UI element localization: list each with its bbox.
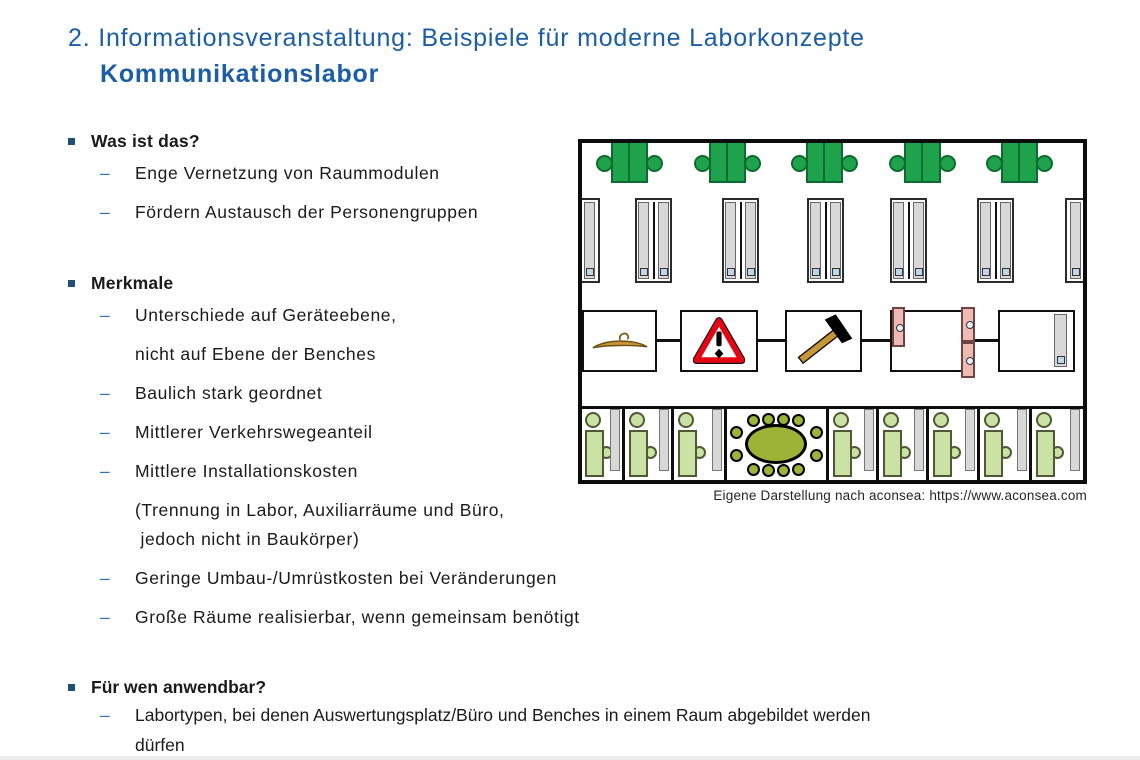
door-knob-icon [966,357,974,365]
section-heading-text: Merkmale [91,272,174,293]
meeting-table-icon [745,424,807,464]
dash-bullet-icon: – [100,202,111,222]
bench-divider [995,202,997,279]
aux-room-coat-hanger [582,310,657,372]
office-screen-partition [914,409,924,471]
meeting-chair-icon [747,463,760,476]
bench-column [745,202,756,279]
bench-column [980,202,991,279]
socket-icon [895,268,903,276]
meeting-chair-icon [810,426,823,439]
office-partition-wall [1029,409,1032,480]
bench-column [1000,202,1011,279]
table-chair-icon [744,155,761,172]
socket-icon [982,268,990,276]
office-partition-wall [671,409,674,480]
meeting-chair-icon [792,414,805,427]
bullet-item-text: jedoch nicht in Baukörper) [135,529,360,549]
office-chair-icon [585,412,601,428]
socket-icon [1002,268,1010,276]
bullet-item-text: (Trennung in Labor, Auxiliarräume und Büro, [135,500,505,520]
socket-icon [915,268,923,276]
dash-bullet-icon: – [100,422,111,442]
bench-divider [825,202,827,279]
dash-bullet-icon: – [100,305,111,325]
single-bench [1065,198,1083,283]
aux-room-warning-triangle [680,310,758,372]
socket-icon [640,268,648,276]
section-heading [68,128,478,154]
bullet-item-line [68,413,580,452]
bullet-item-line [68,154,478,193]
single-bench [582,198,600,283]
office-desk-icon [678,430,697,477]
door-element-icon [961,342,975,378]
office-chair-icon [678,412,694,428]
table-divider [726,143,728,183]
office-desk-icon [629,430,648,477]
section-heading [68,270,580,296]
bullet-item-text: Enge Vernetzung von Raummodulen [135,163,440,183]
bench-column [638,202,649,279]
bullet-item-line [68,335,580,374]
bullet-item-text: Große Räume realisierbar, wenn gemeinsam benötigt [135,607,580,627]
office-chair-icon [1036,412,1052,428]
bullet-item-text: nicht auf Ebene der Benches [135,344,376,364]
bullet-item-line [68,559,580,598]
meeting-chair-icon [777,413,790,426]
socket-icon [812,268,820,276]
double-bench [977,198,1014,283]
office-chair-icon [883,412,899,428]
office-partition-wall [926,409,929,480]
office-partition-wall [876,409,879,480]
socket-icon [747,268,755,276]
table-divider [628,143,630,183]
meeting-chair-icon [762,464,775,477]
socket-icon [727,268,735,276]
section-heading [68,674,871,700]
bench-divider [740,202,742,279]
bench-column [725,202,736,279]
coat-hanger-icon [591,324,649,358]
table-chair-icon [1036,155,1053,172]
office-screen-partition [1017,409,1027,471]
office-screen-partition [610,409,620,471]
office-screen-partition [965,409,975,471]
office-desk-icon [833,430,852,477]
bullet-item-line [68,520,580,559]
office-row-wall [582,406,1083,409]
bench-column [584,202,595,279]
socket-icon [832,268,840,276]
office-partition-wall [826,409,829,480]
meeting-chair-icon [792,463,805,476]
section-heading-text: Was ist das? [91,130,200,151]
bench-divider [908,202,910,279]
room-connector-line [657,339,680,342]
office-bench-column [1054,314,1067,367]
dash-bullet-icon: – [100,704,110,725]
door-element-icon [961,307,975,342]
table-divider [921,143,923,183]
office-screen-partition [1070,409,1080,471]
dash-bullet-icon: – [100,568,111,588]
table-chair-icon [646,155,663,172]
table-divider [1018,143,1020,183]
bullet-item-line [68,296,580,335]
diagram-caption: Eigene Darstellung nach aconsea: https://www.aconsea.com [713,488,1087,503]
door-knob-icon [966,321,974,329]
office-desk-icon [984,430,1003,477]
double-bench [890,198,927,283]
office-desk-icon [1036,430,1055,477]
socket-icon [1072,268,1080,276]
socket-icon [1057,356,1065,364]
square-bullet-icon [68,684,75,691]
bullet-item-line [68,193,478,232]
dash-bullet-icon: – [100,607,111,627]
bullet-item-line [68,700,871,730]
slide-bottom-edge [0,756,1140,760]
slide-subtitle: Kommunikationslabor [100,60,380,88]
bullet-item-line [68,374,580,413]
bullet-item-line [68,598,580,637]
lab-layout-diagram [578,139,1087,484]
meeting-chair-icon [730,426,743,439]
square-bullet-icon [68,138,75,145]
square-bullet-icon [68,280,75,287]
door-element-icon [892,307,905,347]
office-chair-icon [984,412,1000,428]
double-bench [722,198,759,283]
office-desk-icon [883,430,902,477]
section-2 [68,270,580,637]
bench-divider [653,202,655,279]
bench-column [658,202,669,279]
office-desk-icon [585,430,604,477]
office-chair-icon [629,412,645,428]
bench-column [1070,202,1081,279]
warning-triangle-icon [693,317,745,365]
meeting-chair-icon [762,413,775,426]
office-chair-icon [933,412,949,428]
office-desk-icon [933,430,952,477]
table-chair-icon [939,155,956,172]
dash-bullet-icon: – [100,163,111,183]
meeting-chair-icon [747,414,760,427]
room-connector-line [758,339,785,342]
section-heading-text: Für wen anwendbar? [91,676,267,697]
bench-column [913,202,924,279]
office-partition-wall [622,409,625,480]
bullet-item-text: Mittlerer Verkehrswegeanteil [135,422,373,442]
office-screen-partition [864,409,874,471]
socket-icon [586,268,594,276]
section-1 [68,128,478,232]
bench-column [810,202,821,279]
door-knob-icon [896,324,904,332]
office-chair-icon [833,412,849,428]
aux-room-hammer [785,310,862,372]
bullet-item-text: Baulich stark geordnet [135,383,323,403]
bullet-item-line [68,452,580,491]
double-bench [635,198,672,283]
office-screen-partition [659,409,669,471]
double-bench [807,198,844,283]
bullet-item-text: dürfen [135,734,185,755]
table-chair-icon [841,155,858,172]
hammer-icon [792,313,856,369]
bench-column [830,202,841,279]
slide-title: 2. Informationsveranstaltung: Beispiele für moderne Laborkonzepte [68,24,865,52]
section-3 [68,674,871,760]
bullet-item-text: Unterschiede auf Geräteebene, [135,305,397,325]
dash-bullet-icon: – [100,383,111,403]
meeting-chair-icon [730,449,743,462]
bullet-item-text: Fördern Austausch der Personengruppen [135,202,479,222]
bullet-item-text: Geringe Umbau-/Umrüstkosten bei Veränderungen [135,568,557,588]
room-connector-line [862,339,890,342]
bench-column [893,202,904,279]
dash-bullet-icon: – [100,461,111,481]
office-screen-partition [712,409,722,471]
office-partition-wall [977,409,980,480]
bullet-item-text: Labortypen, bei denen Auswertungsplatz/Büro und Benches in einem Raum abgebildet werden [135,704,871,725]
office-partition-wall [724,409,727,480]
bullet-item-text: Mittlere Installationskosten [135,461,359,481]
socket-icon [660,268,668,276]
table-divider [823,143,825,183]
meeting-chair-icon [810,449,823,462]
meeting-chair-icon [777,464,790,477]
